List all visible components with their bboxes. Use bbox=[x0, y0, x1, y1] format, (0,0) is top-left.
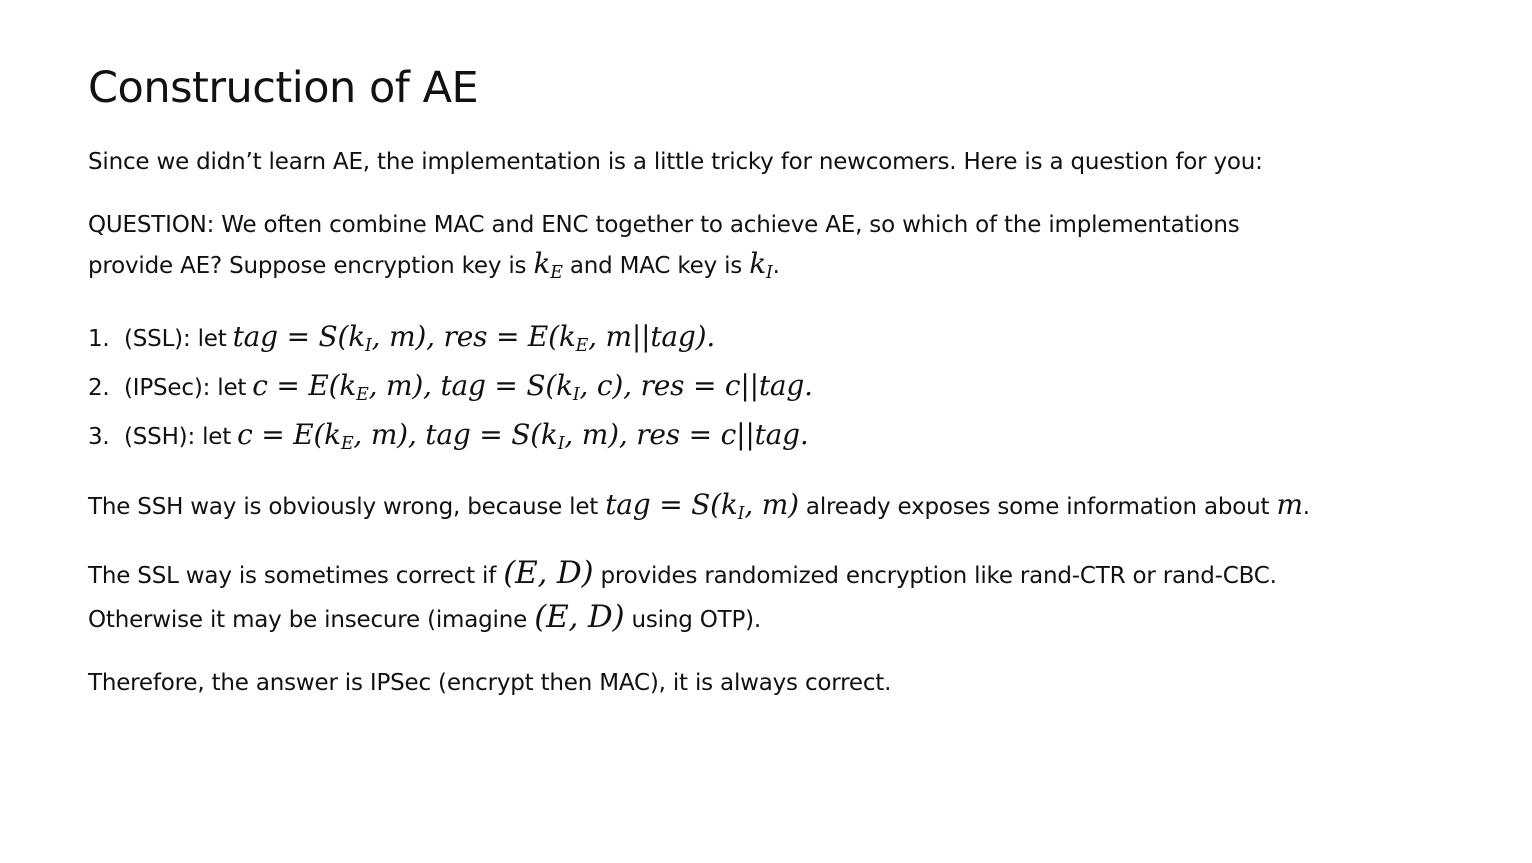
ssh-explanation: The SSH way is obviously wrong, because let tag = $S(k_I$, m) already exposes some information about m. bbox=[88, 488, 1310, 525]
question-text: . bbox=[772, 253, 780, 279]
message-variable: m bbox=[1276, 488, 1303, 521]
option-formula: $c = E(k_E$, m), tag = $S(k_I$, c), res = c||tag. bbox=[252, 369, 813, 406]
option-ssh bbox=[88, 410, 813, 459]
slide-title: Construction of AE bbox=[88, 63, 479, 113]
ssl-explanation-line-2: Otherwise it may be insecure (imagine (E, D) using OTP). bbox=[88, 599, 762, 635]
option-number: 1. bbox=[88, 326, 110, 352]
option-formula: $c = E(k_E$, m), tag = $S(k_I$, m), res = c||tag. bbox=[237, 418, 809, 455]
option-number: 2. bbox=[88, 375, 110, 401]
option-label: (IPSec): let bbox=[124, 375, 247, 401]
mac-key-symbol: $k_I$ bbox=[749, 247, 773, 284]
option-label: (SSH): let bbox=[124, 424, 232, 450]
encryption-scheme-pair: (E, D) bbox=[503, 555, 594, 591]
conclusion: Therefore, the answer is IPSec (encrypt then MAC), it is always correct. bbox=[88, 670, 892, 696]
ssl-explanation-line-1: The SSL way is sometimes correct if (E, D) provides randomized encryption like rand-CTR or rand-CBC. bbox=[88, 555, 1277, 591]
question-text: provide AE? Suppose encryption key is bbox=[88, 253, 534, 279]
question-text: and MAC key is bbox=[562, 253, 750, 279]
option-label: (SSL): let bbox=[124, 326, 227, 352]
question-line-1: QUESTION: We often combine MAC and ENC together to achieve AE, so which of the implementations bbox=[88, 212, 1240, 238]
enc-key-symbol: $k_E$ bbox=[533, 247, 563, 284]
options-list bbox=[88, 312, 813, 459]
ssh-formula: tag = $S(k_I$, m) bbox=[605, 488, 799, 525]
intro-paragraph: Since we didn’t learn AE, the implementation is a little tricky for newcomers. Here is a question for you: bbox=[88, 149, 1263, 175]
option-ssl bbox=[88, 312, 813, 361]
option-number: 3. bbox=[88, 424, 110, 450]
option-formula: tag = $S(k_I$, m), res = $E(k_E$, m||tag). bbox=[232, 320, 716, 357]
option-ipsec bbox=[88, 361, 813, 410]
encryption-scheme-pair: (E, D) bbox=[534, 599, 625, 635]
question-line-2 bbox=[88, 244, 780, 286]
